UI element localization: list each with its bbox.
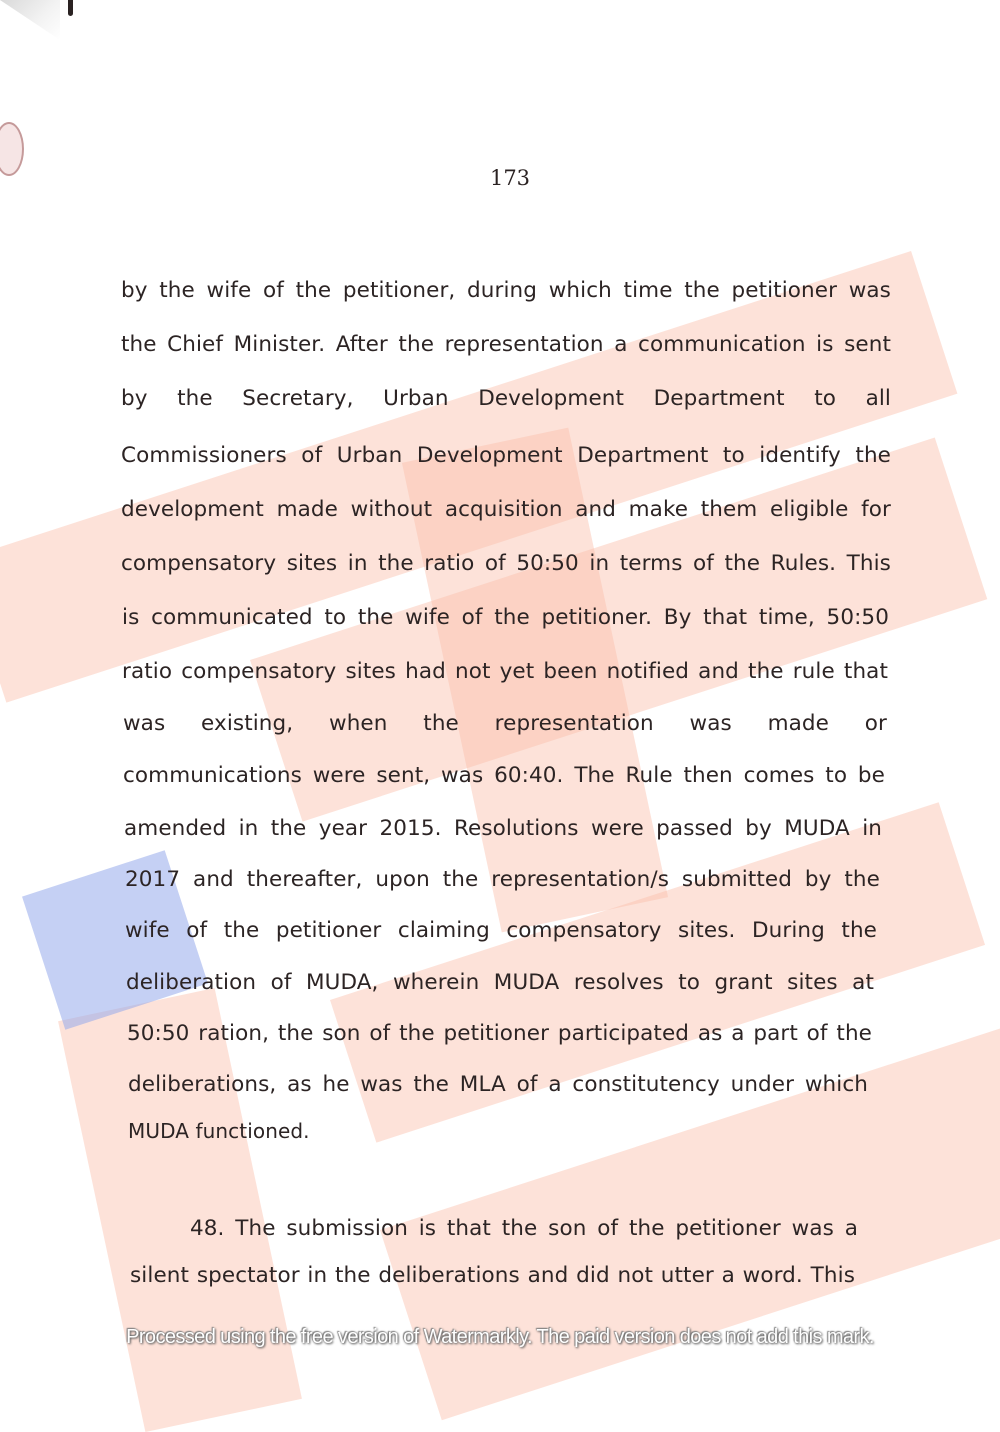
text-line: 48. The submission is that the son of the petitioner was a: [190, 1216, 858, 1241]
watermark-shape: [58, 988, 302, 1432]
text-line: silent spectator in the deliberations and did not utter a word. This: [130, 1263, 855, 1288]
text-line: amended in the year 2015. Resolutions were passed by MUDA in: [124, 816, 882, 841]
page-number: 173: [489, 166, 531, 190]
page-corner-fold: [0, 0, 60, 40]
text-line: development made without acquisition and make them eligible for: [121, 497, 891, 522]
scan-mark: [68, 0, 73, 16]
text-line: deliberation of MUDA, wherein MUDA resolves to grant sites at: [126, 970, 874, 995]
text-line: was existing, when the representation was made or: [123, 711, 887, 736]
text-line: the Chief Minister. After the representation a communication is sent: [121, 332, 891, 357]
text-line: compensatory sites in the ratio of 50:50 in terms of the Rules. This: [121, 551, 891, 576]
text-line: by the Secretary, Urban Development Department to all: [121, 386, 891, 411]
text-line: 2017 and thereafter, upon the representation/s submitted by the: [125, 867, 880, 892]
text-line: wife of the petitioner claiming compensatory sites. During the: [125, 918, 877, 943]
text-line: Commissioners of Urban Development Department to identify the: [121, 443, 891, 468]
text-line: by the wife of the petitioner, during which time the petitioner was: [121, 278, 891, 303]
text-line: is communicated to the wife of the petitioner. By that time, 50:50: [122, 605, 889, 630]
text-line: 50:50 ration, the son of the petitioner participated as a part of the: [127, 1021, 872, 1046]
text-line: communications were sent, was 60:40. The Rule then comes to be: [123, 763, 885, 788]
text-line: ratio compensatory sites had not yet been notified and the rule that: [122, 659, 888, 684]
text-line: deliberations, as he was the MLA of a constitutency under which: [128, 1072, 868, 1097]
watermark-footer-text: Processed using the free version of Watermarkly. The paid version does not add this mark.: [126, 1326, 874, 1348]
text-line: MUDA functioned.: [128, 1119, 310, 1143]
